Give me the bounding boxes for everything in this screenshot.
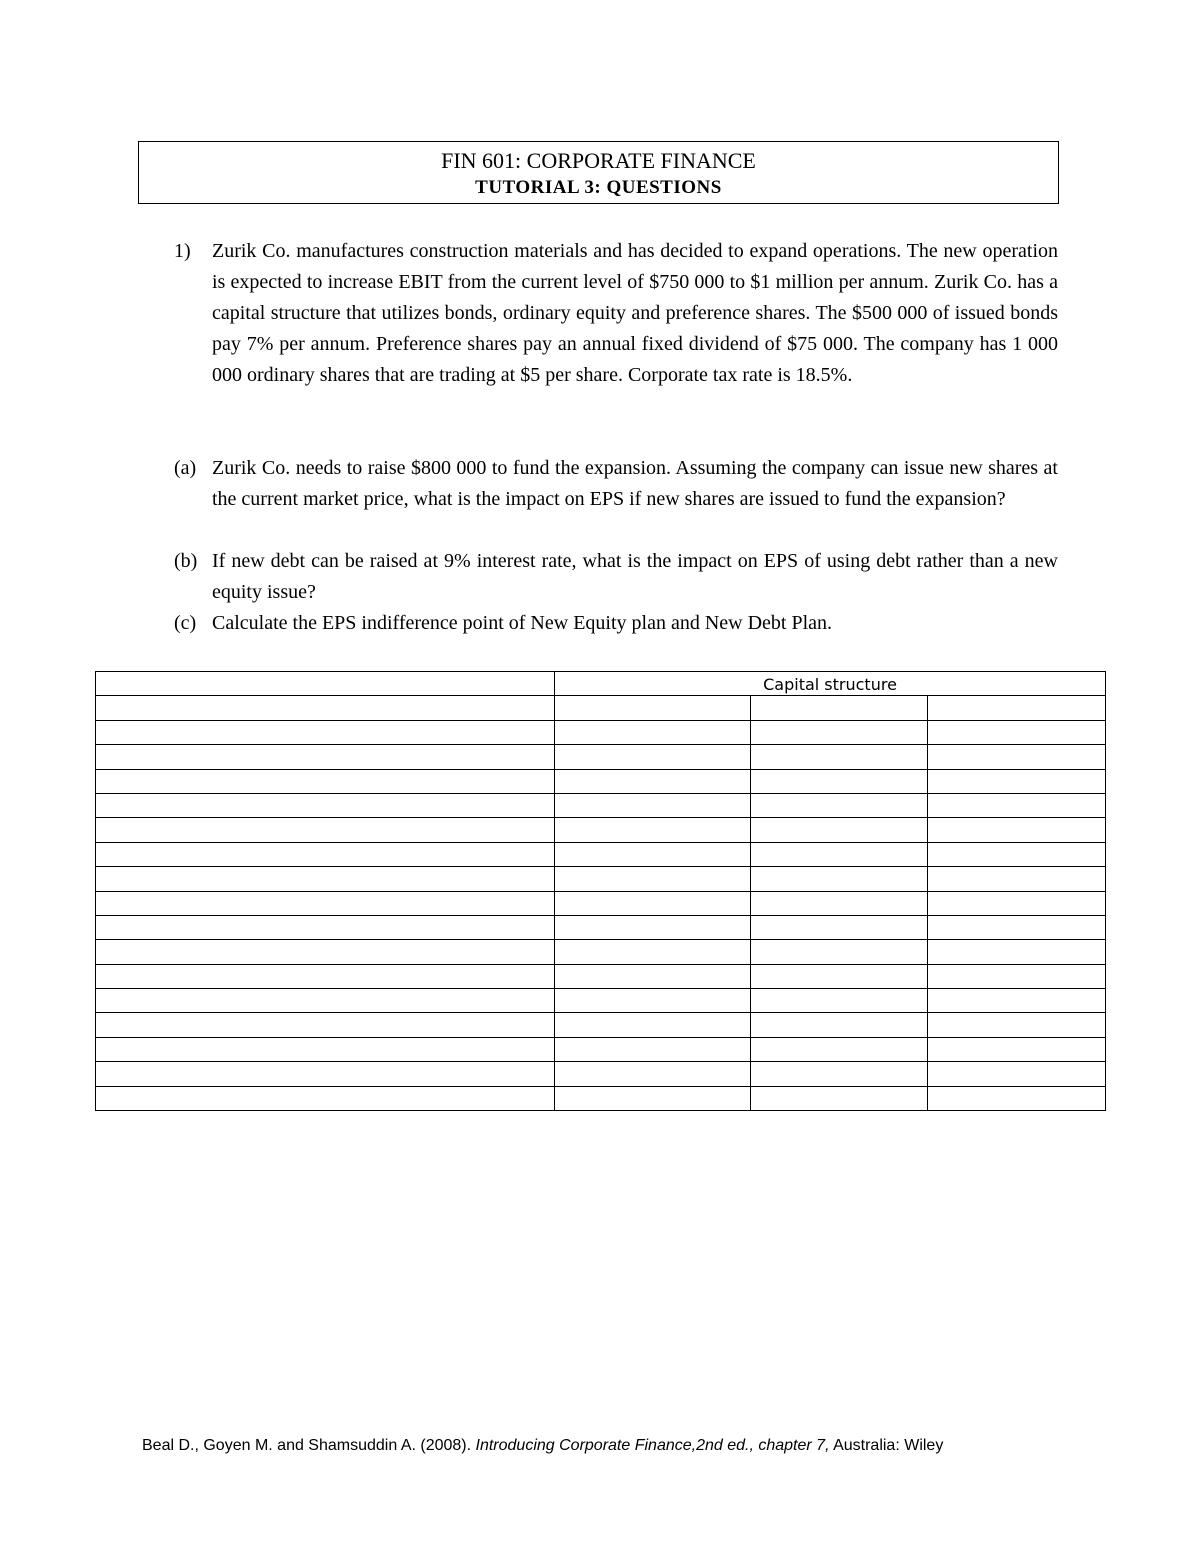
table-cell [96,696,555,720]
table-cell [751,769,928,793]
table-cell [751,720,928,744]
table-row [96,989,1106,1013]
citation [142,1436,943,1456]
table-cell [928,1062,1106,1086]
table-row [96,915,1106,939]
capital-structure-header: Capital structure [555,672,1106,696]
table-row [96,1062,1106,1086]
table-header-row [96,672,1106,696]
table-cell [96,769,555,793]
table-cell [928,745,1106,769]
table-cell [555,769,751,793]
table-row [96,745,1106,769]
question-text: If new debt can be raised at 9% interest rate, what is the impact on EPS of using debt rather than a new equity issue? [212,550,1058,603]
table-row [96,769,1106,793]
table-cell [751,1037,928,1061]
table-cell [96,1062,555,1086]
table-row [96,696,1106,720]
table-cell [928,891,1106,915]
table-cell [555,940,751,964]
table-cell [96,842,555,866]
question-label: 1) [174,240,191,262]
table-row [96,891,1106,915]
table-cell [751,964,928,988]
table-cell [928,989,1106,1013]
table-cell [555,989,751,1013]
table-row [96,720,1106,744]
table-cell [751,989,928,1013]
table-cell [555,1013,751,1037]
document-title: FIN 601: CORPORATE FINANCE [441,148,756,173]
table-cell [555,745,751,769]
table-cell [555,842,751,866]
document-subtitle: TUTORIAL 3: QUESTIONS [475,177,722,198]
table-cell [555,720,751,744]
question-a [174,453,1058,515]
capital-structure-table [95,671,1106,1111]
table-cell [928,915,1106,939]
table-cell [555,1062,751,1086]
table-cell [928,1037,1106,1061]
table-cell [555,1086,751,1110]
table-cell [96,720,555,744]
table-row [96,964,1106,988]
table-cell [96,1086,555,1110]
table-cell [96,891,555,915]
table-cell [928,793,1106,817]
table-cell [96,964,555,988]
table-cell [928,940,1106,964]
citation-authors: Beal D., Goyen M. and Shamsuddin A. (2008). [142,1437,476,1454]
table-row [96,867,1106,891]
table-cell [96,818,555,842]
table-cell [928,818,1106,842]
question-label: (c) [174,612,197,634]
table-cell [928,1013,1106,1037]
table-cell [751,1086,928,1110]
table-cell [751,745,928,769]
table-cell [555,793,751,817]
table-cell [555,891,751,915]
question-text: Zurik Co. needs to raise $800 000 to fund the expansion. Assuming the company can issue new shares at the current market price, what is the impact on EPS if new shares are issued to fund the expansion? [212,457,1058,510]
table-cell [928,842,1106,866]
table-cell [751,940,928,964]
table-cell [751,696,928,720]
table-cell [928,964,1106,988]
table-cell [751,793,928,817]
citation-publisher: Australia: Wiley [829,1437,944,1454]
table-cell [928,720,1106,744]
table-cell [96,793,555,817]
table-cell [555,818,751,842]
table-cell [751,915,928,939]
table-cell [555,915,751,939]
table-row [96,1013,1106,1037]
title-box [138,141,1059,204]
table-cell [555,696,751,720]
table-cell [751,891,928,915]
question-text: Calculate the EPS indifference point of New Equity plan and New Debt Plan. [212,612,833,634]
table-cell [751,1062,928,1086]
table-cell [751,1013,928,1037]
table-cell [96,1013,555,1037]
table-cell [96,915,555,939]
table-cell [96,867,555,891]
question-b [174,546,1058,608]
citation-title: Introducing Corporate Finance,2nd ed., chapter 7, [475,1437,830,1454]
table-cell [928,1086,1106,1110]
question-label: (b) [174,550,198,572]
table-cell [928,696,1106,720]
table-row [96,940,1106,964]
table-cell [96,745,555,769]
table-row [96,793,1106,817]
question-text: Zurik Co. manufactures construction materials and has decided to expand operations. The new operation is expected to increase EBIT from the current level of $750 000 to $1 million per annum. Zurik Co. has a capital structure that utilizes bonds, ordinary equity and preference shares. The $500 000 of issued bonds pay 7% per annum. Preference shares pay an annual fixed dividend of $75 000. The company has 1 000 000 ordinary shares that are trading at $5 per share. Corporate tax rate is 18.5%. [212,240,1058,386]
table-cell [96,940,555,964]
table-row [96,1086,1106,1110]
table-cell [751,842,928,866]
table-cell [96,989,555,1013]
table-cell [96,672,555,696]
table-cell [751,818,928,842]
table-row [96,842,1106,866]
table-cell [928,867,1106,891]
table-row [96,1037,1106,1061]
question-1 [174,236,1058,391]
question-label: (a) [174,457,197,479]
table-cell [96,1037,555,1061]
question-c [174,608,1058,639]
table-cell [555,1037,751,1061]
table-cell [751,867,928,891]
table-cell [555,964,751,988]
table-row [96,818,1106,842]
table-cell [555,867,751,891]
table-cell [928,769,1106,793]
